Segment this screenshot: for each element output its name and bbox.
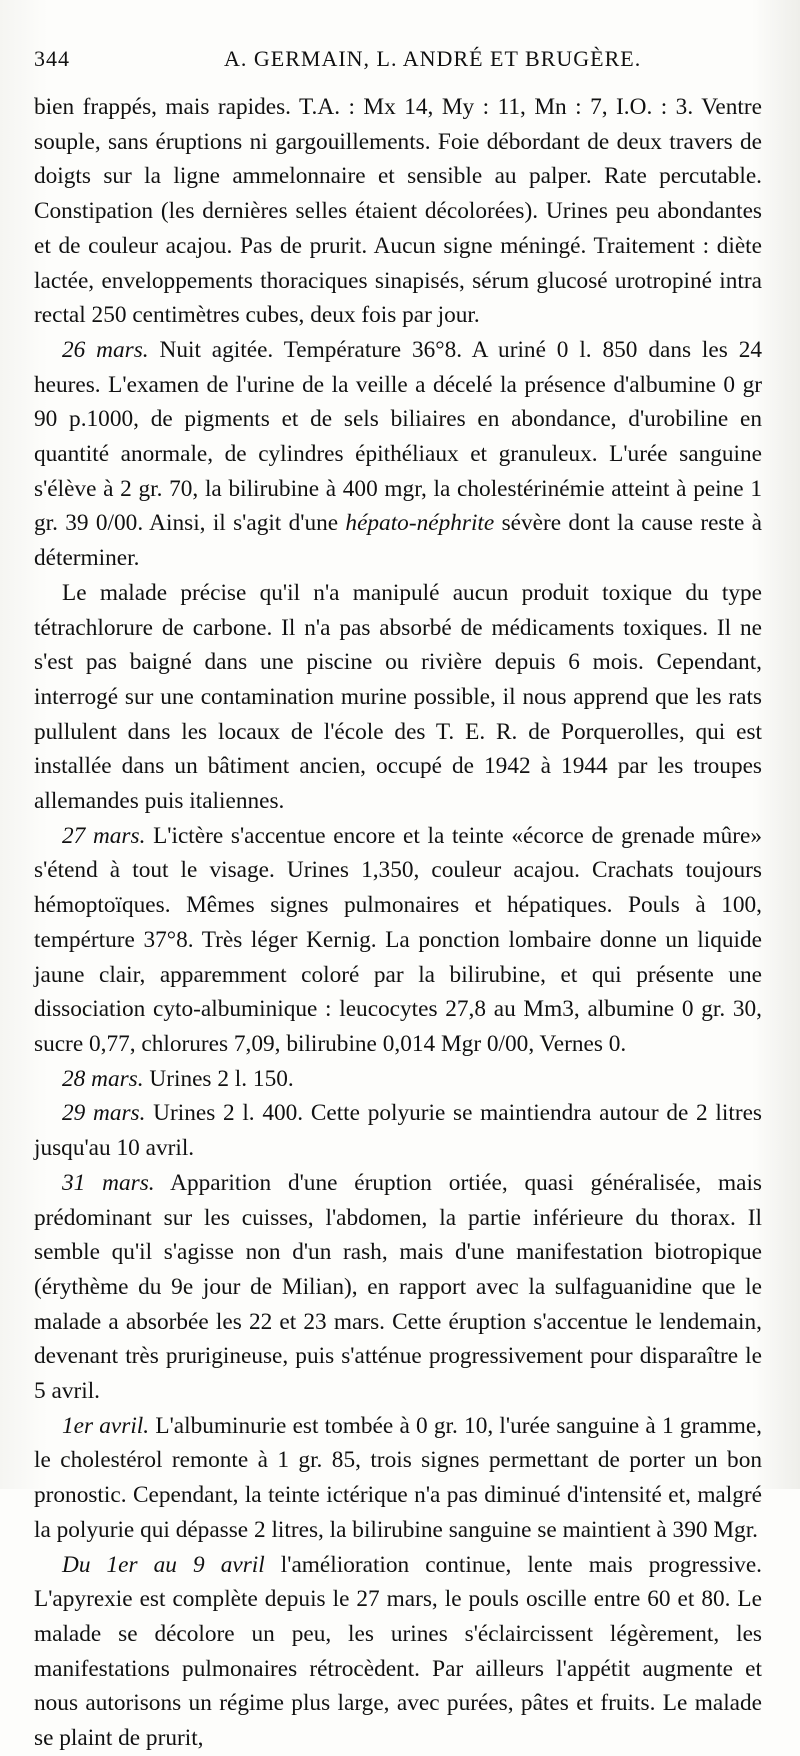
running-title: A. GERMAIN, L. ANDRÉ ET BRUGÈRE. [224, 46, 642, 71]
paragraph-26-mars: 26 mars. Nuit agitée. Température 36°8. A uriné 0 l. 850 dans les 24 heures. L'examen de l'urine de la veille a décelé la présence d'albumine 0 gr 90 p.1000, de pigments et de sels biliaires en abondance, d'urobiline en quantité anormale, de cylindres épithéliaux et granuleux. L'urée sanguine s'élève à 2 gr. 70, la bilirubine à 400 mgr, la cholestérinémie atteint à peine 1 gr. 39 0/00. Ainsi, il s'agit d'une hépato-néphrite sévère dont la cause reste à déterminer. [34, 336, 762, 572]
entry-date: 26 mars. [62, 336, 149, 363]
paragraph-history: Le malade précise qu'il n'a manipulé aucun produit toxique du type tétrachlorure de carbone. Il n'a pas absorbé de médicaments toxiques. Il ne s'est pas baigné dans une piscine ou rivière depuis 6 mois. Cependant, interrogé sur une contamination murine possible, il nous apprend que les rats pullulent dans les locaux de l'école des T. E. R. de Porquerolles, qui est installée dans un bâtiment ancien, occupé de 1942 à 1944 par les troupes allemandes puis italiennes. [34, 579, 762, 815]
paragraph-31-mars: 31 mars. Apparition d'une éruption ortiée, quasi généralisée, mais prédominant sur les cuisses, l'abdomen, la partie inférieure du thorax. Il semble qu'il s'agisse non d'un rash, mais d'une manifestation biotropique (érythème du 9e jour de Milian), en rapport avec la sulfaguanidine que le malade a absorbée les 22 et 23 mars. Cette éruption s'accentue le lendemain, devenant très prurigineuse, puis s'atténue progressivement pour disparaître le 5 avril. [34, 1169, 762, 1405]
paragraph-1-9-avril: Du 1er au 9 avril l'amélioration continue, lente mais progressive. L'apyrexie est complète depuis le 27 mars, le pouls oscille entre 60 et 80. Le malade se décolore un peu, les urines s'éclaircissent légèrement, les manifestations pulmonaires rétrocèdent. Par ailleurs l'appétit augmente et nous autorisons un régime plus large, avec purées, pâtes et fruits. Le malade se plaint de prurit, [34, 1551, 762, 1752]
entry-date: 28 mars. [62, 1065, 144, 1092]
running-header [34, 28, 762, 90]
body-text [34, 90, 762, 1756]
entry-date: 29 mars. [62, 1100, 146, 1127]
paragraph-1: bien frappés, mais rapides. T.A. : Mx 14, My : 11, Mn : 7, I.O. : 3. Ventre souple, sans éruptions ni gargouillements. Foie débordant de deux travers de doigts sur la ligne ammelonnaire et sensible au palper. Rate percutable. Constipation (les dernières selles étaient décolorées). Urines peu abondantes et de couleur acajou. Pas de prurit. Aucun signe méningé. Traitement : diète lactée, enveloppements thoraciques sinapisés, sérum glucosé urotropiné intra rectal 250 centimètres cubes, deux fois par jour. [34, 94, 762, 329]
paragraph-27-mars: 27 mars. L'ictère s'accentue encore et la teinte «écorce de grenade mûre» s'étend à tout le visage. Urines 1,350, couleur acajou. Crachats toujours hémoptoïques. Mêmes signes pulmonaires et hépatiques. Pouls à 100, tempérture 37°8. Très léger Kernig. La ponction lombaire donne un liquide jaune clair, apparemment coloré par la bilirubine, et qui présente une dissociation cyto-albuminique : leucocytes 27,8 au Mm3, albumine 0 gr. 30, sucre 0,77, chlorures 7,09, bilirubine 0,014 Mgr 0/00, Vernes 0. [34, 822, 762, 1057]
diagnosis-term: hépato-néphrite [345, 510, 495, 537]
paragraph-28-mars: 28 mars. Urines 2 l. 150. [62, 1065, 294, 1092]
paragraph-29-mars: 29 mars. Urines 2 l. 400. Cette polyurie se maintiendra autour de 2 litres jusqu'au 10 avril. [34, 1100, 762, 1162]
entry-date: 31 mars. [62, 1169, 155, 1196]
entry-date: 27 mars. [62, 822, 146, 849]
paragraph-1er-avril: 1er avril. L'albuminurie est tombée à 0 gr. 10, l'urée sanguine à 1 gramme, le cholestérol remonte à 1 gr. 85, trois signes permettant de porter un bon pronostic. Cependant, la teinte ictérique n'a pas diminué d'intensité et, malgré la polyurie qui dépasse 2 litres, la bilirubine sanguine se maintient à 390 Mgr. [34, 1412, 762, 1543]
entry-date: 1er avril. [62, 1412, 150, 1439]
entry-date: Du 1er au 9 avril [62, 1551, 265, 1578]
page-number: 344 [34, 46, 70, 71]
